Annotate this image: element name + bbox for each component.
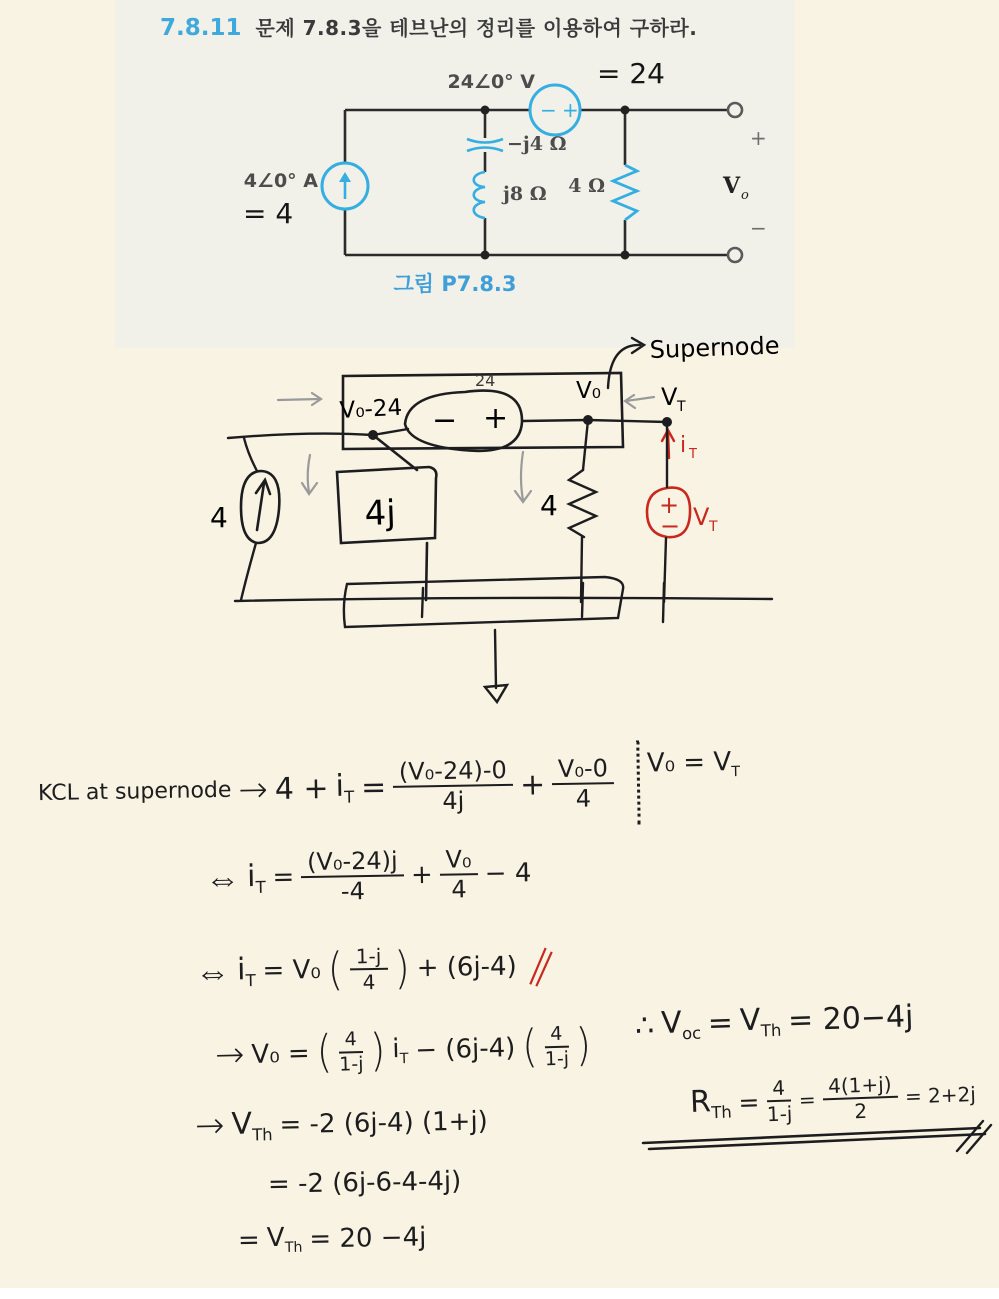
equals: = <box>360 769 387 805</box>
voltage-source-label: 24∠0° V <box>447 71 535 93</box>
equation-line-3 <box>195 942 555 996</box>
voltage-source-minus: − <box>540 98 557 122</box>
term: − (6j-4) <box>414 1032 516 1066</box>
svg-text:V: V <box>723 173 741 199</box>
fraction: $\frac{\text{V₀-0}}{4}$ <box>552 755 615 813</box>
constraint-note: $V_0 = V_T$ <box>646 747 741 781</box>
fraction: $\frac{1-j}{4}$ <box>350 945 388 994</box>
result-voc-line <box>634 997 914 1045</box>
fraction: $\frac{\text{(V₀-24)-0}}{4j}$ <box>393 756 514 815</box>
close-paren: ) <box>394 942 411 995</box>
equation-line-1 <box>37 739 741 835</box>
plus: + <box>519 766 546 803</box>
vth-symbol: $V_{Th}$ <box>231 1106 273 1145</box>
arrow: ⇔ <box>194 951 231 993</box>
node1-label: V₀-24 <box>338 394 403 424</box>
rth-symbol: $R_{Th}$ <box>689 1084 733 1123</box>
current-source-label: 4∠0° A <box>243 170 318 192</box>
equation-line-4 <box>214 1020 592 1080</box>
figure-caption: 그림 P7.8.3 <box>393 272 517 296</box>
svg-text:V: V <box>693 503 710 531</box>
current-source-icon <box>322 163 368 209</box>
equals: = <box>798 1087 817 1113</box>
it-symbol: $i_T$ <box>236 952 256 991</box>
test-source-label <box>693 503 718 535</box>
problem-text: 문제 7.8.3을 테브난의 정리를 이용하여 구하라. <box>255 16 698 40</box>
open-paren: ( <box>316 1026 333 1080</box>
fraction: $\frac{\text{V₀}}{4}$ <box>439 846 478 903</box>
dotted-divider <box>636 741 640 825</box>
voltage-source-plus: + <box>562 98 579 122</box>
textbook-screenshot <box>115 0 795 348</box>
term: = -2 (6j-4) (1+j) <box>279 1105 489 1140</box>
output-plus: + <box>750 126 767 150</box>
gray-right-arrow-icon <box>278 393 321 405</box>
fraction: $\frac{\text{(V₀-24)j}}{-4}$ <box>301 847 405 906</box>
arrow: ⇔ <box>204 858 241 900</box>
therefore-symbol: ∴ <box>634 1007 655 1044</box>
open-paren: ( <box>521 1021 539 1074</box>
current-source-hand-note: = 4 <box>243 197 294 230</box>
problem-header <box>160 12 697 41</box>
equals: = <box>272 862 295 894</box>
gray-down-arrow2-icon <box>515 452 531 502</box>
voltage-source-hand-note: = 24 <box>597 57 665 90</box>
sketch-source-value: 24 <box>475 371 496 390</box>
term: = -2 (6j-6-4-4j) <box>267 1166 462 1200</box>
equals: = <box>237 1224 261 1256</box>
vt-terminal-label <box>661 383 686 415</box>
left-branch-wires <box>241 438 257 600</box>
output-label <box>722 173 749 203</box>
arrow: → <box>238 768 269 811</box>
printed-circuit-diagram <box>115 55 795 270</box>
equation-line-5 <box>195 1100 488 1146</box>
it-label <box>680 433 697 462</box>
open-paren: ( <box>327 943 344 996</box>
equals: = <box>737 1087 760 1117</box>
svg-text:o: o <box>741 188 749 203</box>
problem-number: 7.8.11 <box>160 15 242 41</box>
sketch-source-plus: + <box>483 401 509 436</box>
equation-line-6 <box>268 1166 462 1199</box>
capacitor-icon <box>467 139 503 151</box>
supernode-arrow-icon <box>608 338 644 388</box>
ground-bus <box>235 577 772 627</box>
gray-left-arrow-icon <box>625 395 654 408</box>
sketch-source-minus: − <box>432 403 458 438</box>
term: − 4 <box>484 858 532 890</box>
equation-line-2 <box>205 845 532 907</box>
impedance-label: 4j <box>363 492 397 534</box>
fraction: $\frac{4(1+j)}{2}$ <box>822 1073 899 1124</box>
term: 4 + <box>274 770 329 807</box>
ground-symbol-icon <box>485 630 507 702</box>
test-source-minus: − <box>660 512 681 540</box>
red-slash-marks-icon <box>523 944 554 989</box>
term: = 2+2j <box>904 1082 977 1109</box>
final-answer-underline-icon <box>635 1115 995 1160</box>
voc-symbol: $V_{oc}$ <box>660 1005 702 1044</box>
test-source-plus: + <box>659 491 680 519</box>
it-symbol: $i_T$ <box>335 768 355 807</box>
it-symbol: $i_T$ <box>391 1034 409 1068</box>
term: V₀ = <box>251 1038 311 1070</box>
svg-text:T: T <box>677 399 686 415</box>
term: = V₀ <box>262 954 322 986</box>
arrow: → <box>214 1034 245 1077</box>
fraction: $\frac{4}{1-j}$ <box>544 1022 570 1071</box>
gray-down-arrow1-icon <box>302 455 317 494</box>
term: = 20−4j <box>787 998 914 1039</box>
term: + (6j-4) <box>416 951 517 984</box>
fraction: $\frac{4}{1-j}$ <box>766 1075 793 1127</box>
capacitor-label: −j4 Ω <box>507 133 567 155</box>
term: = 20 −4j <box>309 1221 427 1254</box>
hand-drawn-circuit <box>180 330 840 725</box>
equals: = <box>707 1004 734 1041</box>
it-symbol: $i_T$ <box>246 859 266 898</box>
sketch-current-source-icon <box>241 471 279 543</box>
sketch-current-source-value: 4 <box>210 501 228 534</box>
vth-symbol: $V_{Th}$ <box>266 1222 303 1257</box>
voltage-source-icon <box>530 85 580 135</box>
sketch-voltage-source-icon <box>405 391 522 451</box>
vth-symbol: $V_{Th}$ <box>739 1002 782 1041</box>
svg-text:i: i <box>680 433 687 458</box>
svg-text:V: V <box>661 383 678 411</box>
plus: + <box>410 860 434 891</box>
resistor-label: 4 Ω <box>568 175 605 197</box>
fraction: $\frac{4}{1-j}$ <box>338 1028 364 1076</box>
scan-edge <box>0 1288 999 1299</box>
inductor-label: j8 Ω <box>503 183 547 205</box>
supernode-label: Supernode <box>649 331 780 364</box>
close-paren: ) <box>369 1025 387 1078</box>
node2-label: V₀ <box>576 378 601 404</box>
test-source-icon <box>647 488 690 540</box>
equation-line-7 <box>238 1220 427 1256</box>
sketch-resistor-label: 4 <box>540 489 558 522</box>
svg-text:T: T <box>689 447 697 462</box>
close-paren: ) <box>575 1020 592 1073</box>
svg-text:T: T <box>709 519 718 535</box>
inductor-icon <box>474 172 485 218</box>
output-minus: − <box>750 216 767 240</box>
arrow: → <box>194 1105 225 1147</box>
resistor-icon <box>613 165 637 220</box>
kcl-label: KCL at supernode <box>37 777 232 806</box>
